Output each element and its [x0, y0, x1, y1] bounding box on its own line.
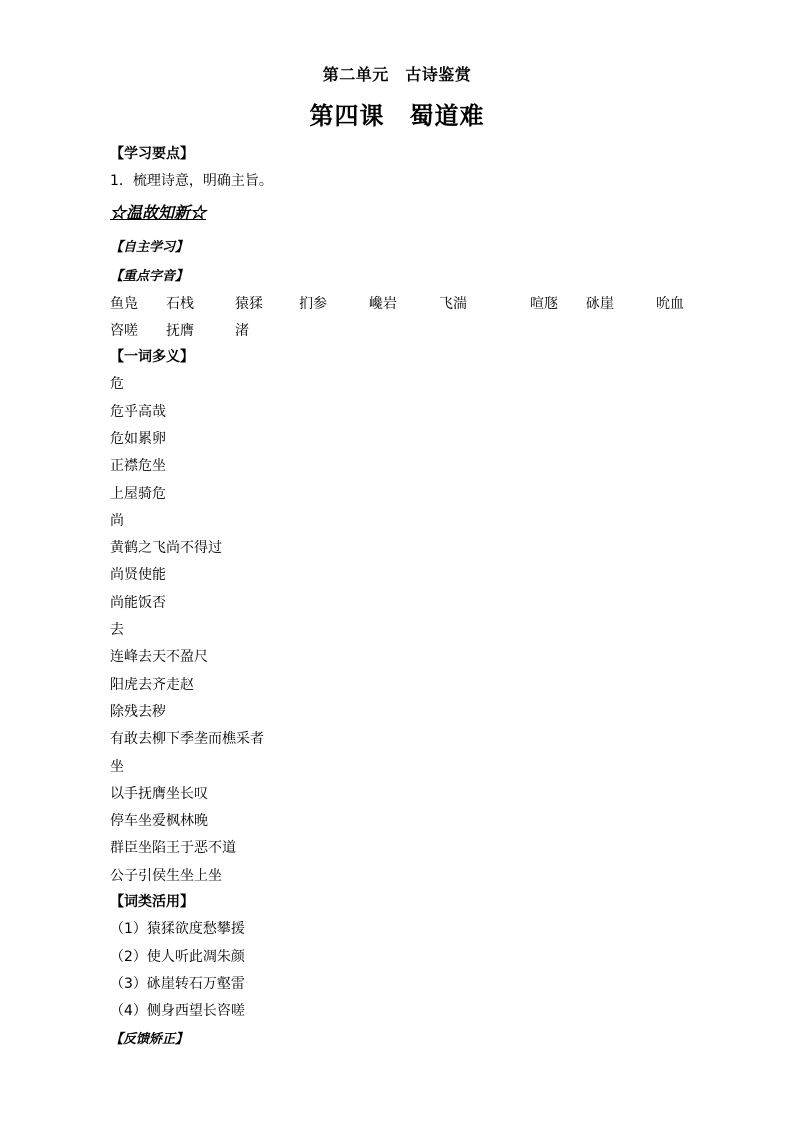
lesson-title: 第四课 蜀道难	[309, 102, 485, 130]
review-section-heading: ☆温故知新☆	[110, 203, 207, 222]
polysemy-line: 尚	[110, 513, 124, 529]
polysemy-line: 以手抚膺坐长叹	[110, 786, 208, 802]
vocab-word: 石栈	[166, 296, 194, 312]
key-chars-heading: 【重点字音】	[110, 269, 189, 284]
polysemy-line: 群臣坐陷王于恶不道	[110, 840, 236, 856]
vocab-word: 飞湍	[439, 296, 467, 312]
feedback-heading: 【反馈矫正】	[110, 1032, 189, 1047]
word-class-item: （3）砯崖转石万壑雷	[110, 976, 245, 992]
self-study-heading: 【自主学习】	[110, 240, 189, 255]
polysemy-line: 上屋骑危	[110, 486, 166, 502]
vocab-word: 猿猱	[235, 296, 263, 312]
word-class-item: （4）侧身西望长咨嗟	[110, 1003, 245, 1019]
polysemy-line: 阳虎去齐走赵	[110, 677, 194, 693]
vocab-word: 咨嗟	[110, 323, 138, 339]
vocab-word: 吮血	[656, 296, 684, 312]
polysemy-line: 尚能饭否	[110, 595, 166, 611]
vocab-word: 喧豗	[530, 296, 558, 312]
study-point-1: 1．梳理诗意，明确主旨。	[110, 173, 273, 189]
polysemy-heading: 【一词多义】	[110, 349, 194, 365]
study-points-heading: 【学习要点】	[110, 146, 194, 162]
polysemy-line: 有敢去柳下季垄而樵采者	[110, 731, 264, 747]
polysemy-line: 尚贤使能	[110, 567, 166, 583]
polysemy-line: 正襟危坐	[110, 458, 166, 474]
polysemy-line: 黄鹤之飞尚不得过	[110, 540, 222, 556]
vocab-word: 抚膺	[166, 323, 194, 339]
polysemy-line: 去	[110, 622, 124, 638]
polysemy-line: 除残去秽	[110, 704, 166, 720]
vocab-word: 砯崖	[586, 296, 614, 312]
unit-title: 第二单元 古诗鉴赏	[322, 65, 472, 84]
polysemy-line: 连峰去天不盈尺	[110, 649, 208, 665]
word-class-heading: 【词类活用】	[110, 894, 194, 910]
polysemy-line: 坐	[110, 759, 124, 775]
vocab-word: 鱼凫	[110, 296, 138, 312]
word-class-item: （2）使人听此凋朱颜	[110, 949, 245, 965]
polysemy-line: 停车坐爱枫林晚	[110, 813, 208, 829]
vocab-word: 巉岩	[369, 296, 397, 312]
vocab-word: 渚	[235, 323, 249, 339]
polysemy-line: 公子引侯生坐上坐	[110, 868, 222, 884]
polysemy-line: 危如累卵	[110, 431, 166, 447]
polysemy-line: 危乎高哉	[110, 404, 166, 420]
word-class-item: （1）猿猱欲度愁攀援	[110, 921, 245, 937]
vocab-word: 扪参	[299, 296, 327, 312]
polysemy-line: 危	[110, 376, 124, 392]
